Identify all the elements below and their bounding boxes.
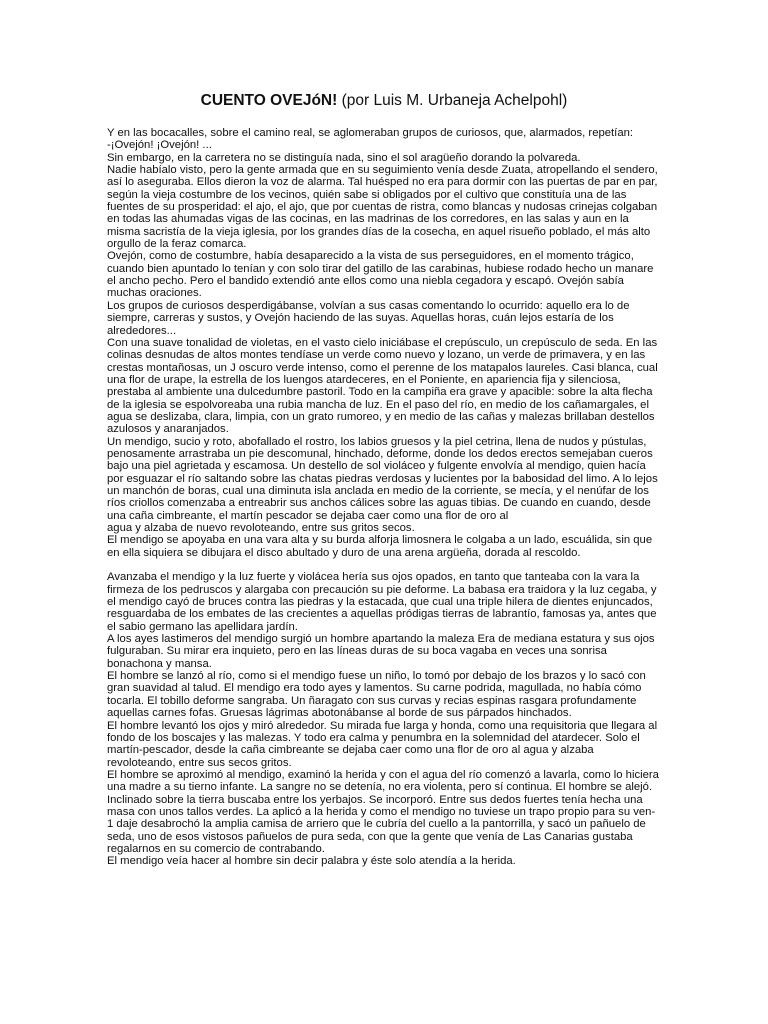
text-line: azulosos y anaranjados. [107, 423, 229, 436]
text-line: Un mendigo, sucio y roto, abofallado el rostro, los labios gruesos y la piel cetrina, llena de nudos y pústulas, [107, 435, 647, 448]
text-line: el ancho pecho. Pero el bandido extendió ante ellos como una niebla cegadora y escapó. Ovejón sabía [107, 275, 624, 288]
story-body [107, 127, 667, 868]
text-line: El mendigo se apoyaba en una vara alta y su burda alforja limosnera le colgaba a un lado, escuálida, sin que [107, 534, 653, 547]
text-line: Inclinado sobre la tierra buscaba entre los yerbajos. Se incorporó. Entre sus dedos fuertes tenía hecha una [107, 793, 643, 806]
text-line: el mendigo cayó de bruces contra las piedras y la estacada, que cual una triple hilera de dientes enjuncados, [107, 596, 653, 609]
text-line: resguardaba de los embates de las crecientes a aquellas pródigas tierras de labrantío, famosas ya, antes que [107, 608, 657, 621]
text-line: misma sacristía de la vieja iglesia, por los grandes días de la cosecha, en aquel risueño poblado, el más alto [107, 225, 651, 238]
text-line: agua y alzaba de nuevo revoloteando, entre sus gritos secos. [107, 522, 415, 534]
text-line: el sabio germano las apellidara jardín. [107, 620, 298, 633]
text-line: agua se deslizaba, clara, limpia, con un grato rumoreo, y en medio de las cañas y malezas brillaban destellos [107, 410, 655, 423]
text-line: prestaba al ambiente una dulcedumbre pastoril. Todo en la campiña era grave y apacible: sobre la alta flecha [107, 386, 653, 399]
text-line: aquellas carnes fofas. Gruesas lágrimas abotonábanse al borde de sus párpados hinchados. [107, 707, 572, 720]
author-credit: (por Luis M. Urbaneja Achelpohl) [341, 92, 568, 109]
text-line: según la vieja costumbre de los vecinos, quién sabe si obligados por el cultivo que constituía una de las [107, 188, 627, 201]
text-line: de la iglesia se espolvoreaba una rubia mancha de luz. En el paso del río, en medio de los cañamargales, el [107, 398, 649, 411]
text-line: una madre a su tierno infante. La sangre no se detenía, no era violenta, pero sí continua. El hombre se alejó. [107, 781, 653, 794]
text-line: fuentes de su prosperidad: el ajo, el ajo, que por cuentas de ristra, como blancas y nudosas crinejas colgaban [107, 201, 658, 214]
text-line: un manchón de boras, cual una diminuta isla anclada en medio de la corriente, se mecía, y el nenúfar de los [107, 484, 649, 497]
text-line: fondo de los boscajes y las malezas. Y todo era calma y penumbra en la solemnidad del atardecer. Solo el [107, 731, 640, 744]
text-line: Y en las bocacalles, sobre el camino real, se aglomeraban grupos de curiosos, que, alarmados, repetían: [107, 127, 634, 139]
text-line: Los grupos de curiosos desperdigábanse, volvían a sus casas comentando lo ocurrido: aquello era lo de [107, 299, 630, 312]
text-line: alrededores... [107, 324, 177, 337]
text-line: 1 daje desabrochó la amplia camisa de arriero que le cubría del cuello a la pantorrilla, y sacó un pañuelo de [107, 818, 646, 831]
text-line: firmeza de los pedruscos y alargaba con precaución su pie deforme. La babasa era traidora y la luz cegaba, y [107, 583, 657, 596]
text-line: penosamente arrastraba un pie descomunal, hinchado, deforme, donde los dedos erectos semejaban cueros [107, 447, 653, 460]
text-line: A los ayes lastimeros del mendigo surgió un hombre apartando la maleza Era de mediana estatura y sus ojos [107, 633, 655, 646]
text-line: fulguraban. Su mirar era inquieto, pero en las líneas duras de su boca vagaba en veces una sonrisa [107, 645, 607, 658]
story-title: CUENTO OVEJóN! [200, 92, 338, 109]
text-line: regalarnos en su comercio de contrabando. [107, 842, 325, 855]
text-line: ríos criollos comenzaba a entreabrir sus anchos cálices sobre las aguas tibias. De cuando en cuando, desde [107, 497, 651, 510]
text-line: El mendigo veía hacer al hombre sin decir palabra y éste solo atendía a la herida. [107, 855, 516, 868]
text-line: tocarla. El tobillo deforme sangraba. Un ñaragato con sus curvas y recias espinas rasgara profundamente [107, 694, 637, 707]
text-line: crestas montañosas, un J oscuro verde intenso, como el perenne de los matapalos laureles. Casi blanca, cual [107, 361, 658, 374]
text-line: Sin embargo, en la carretera no se distinguía nada, sino el sol aragüeño dorando la polvareda. [107, 151, 581, 164]
text-line: masa con unos tallos verdes. La aplicó a la herida y como el mendigo no tuviese un trapo propio para su ven- [107, 805, 656, 818]
text-line: martín-pescador, desde la caña cimbreante se dejaba caer como una flor de oro al agua y alzaba [107, 744, 594, 757]
text-line: por esguazar el río saltando sobre las chatas piedras verdosas y lucientes por la babosidad del limo. A lo lejos [107, 472, 658, 485]
text-line: así lo aseguraba. Ellos dieron la voz de alarma. Tal huésped no era para dormir con las puertas de par en par, [107, 176, 658, 189]
document-title [0, 91, 768, 111]
text-line: bajo una piel agrietada y escamosa. Un destello de sol violáceo y fulgente envolvía al mendigo, quien hacía [107, 460, 646, 473]
text-line: en todas las ahumadas vigas de las cocinas, en las madrinas de los corredores, en las salas y aun en la [107, 213, 629, 226]
text-line: colinas desnudas de altos montes tendíase un verde como nuevo y lozano, un verde de primavera, y en las [107, 349, 646, 362]
text-line: una caña cimbreante, el martín pescador se dejaba caer como una flor de oro al [107, 509, 509, 522]
text-line: cuando bien apuntado lo tenían y con solo tirar del gatillo de las carabinas, hubiese rodado hecho un manare [107, 262, 654, 275]
text-line: siempre, carreras y sustos, y Ovejón haciendo de las suyas. Aquellas horas, cuán lejos estaría de los [107, 312, 614, 325]
text-line: bonachona y mansa. [107, 657, 212, 670]
text-line: Avanzaba el mendigo y la luz fuerte y violácea hería sus ojos opados, en tanto que tanteaba con la vara la [107, 571, 640, 584]
text-line: Con una suave tonalidad de violetas, en el vasto cielo iniciábase el crepúsculo, un crepúsculo de seda. En las [107, 336, 658, 349]
text-line: gran suavidad al talud. El mendigo era todo ayes y lamentos. Su carne podrida, magullada, no había cómo [107, 682, 642, 695]
text-line: El hombre se aproximó al mendigo, examinó la herida y con el agua del río comenzó a lavarla, como lo hiciera [107, 768, 659, 781]
text-line: Ovejón, como de costumbre, había desaparecido a la vista de sus perseguidores, en el momento trágico, [107, 250, 634, 263]
text-line: El hombre levantó los ojos y miró alrededor. Su mirada fue larga y honda, como una requisitoria que llegara al [107, 719, 658, 732]
text-line: en ella siquiera se dibujara el disco abultado y duro de una arena argüeña, dorada al rescoldo. [107, 546, 581, 559]
text-line: revoloteando, entre sus secos gritos. [107, 756, 292, 769]
text-line: muchas oraciones. [107, 287, 202, 300]
text-line: orgullo de la feraz comarca. [107, 238, 247, 251]
text-line: seda, uno de esos vistosos pañuelos de pura seda, con que la gente que venía de Las Canarias gustaba [107, 830, 633, 843]
paragraph-spacer [107, 559, 667, 571]
text-line: -¡Ovejón! ¡Ovejón! ... [107, 139, 212, 152]
text-line: El hombre se lanzó al río, como si el mendigo fuese un niño, lo tomó por debajo de los brazos y lo sacó con [107, 670, 646, 683]
text-line: una flor de urape, la estrella de los luengos atardeceres, en el Poniente, en apariencia fija y silenciosa, [107, 373, 621, 386]
text-line: Nadie habíalo visto, pero la gente armada que en su seguimiento venía desde Zuata, atropellando el sendero, [107, 164, 658, 177]
